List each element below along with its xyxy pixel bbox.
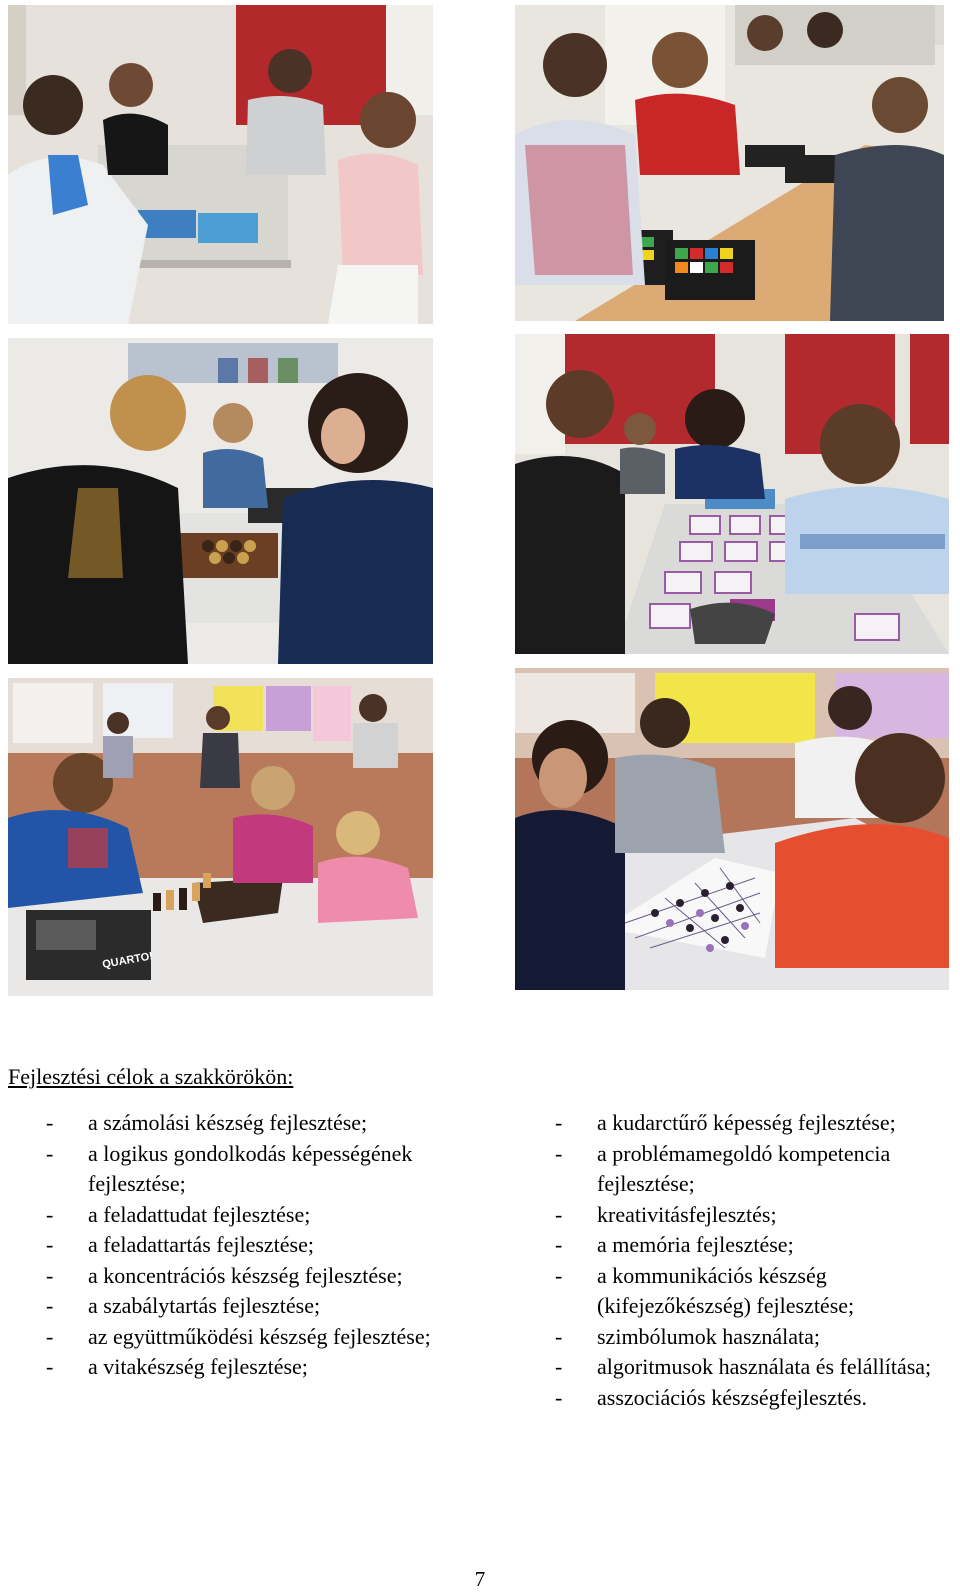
goal-text: a vitakészség fejlesztése; <box>88 1354 308 1379</box>
photo-line-board-game <box>515 668 949 990</box>
photo-quarto-game <box>8 678 433 996</box>
bullet-dash: - <box>46 1262 54 1288</box>
bullet-dash: - <box>555 1201 563 1227</box>
goals-list-right <box>555 1108 955 1413</box>
goal-item <box>46 1139 486 1200</box>
goal-item <box>555 1139 955 1200</box>
goal-item <box>555 1383 955 1414</box>
goal-text: szimbólumok használata; <box>597 1323 820 1349</box>
photo-boys-tile-puzzle <box>515 5 944 321</box>
goals-list-left <box>46 1108 486 1383</box>
bullet-dash: - <box>46 1323 54 1349</box>
bullet-dash: - <box>46 1110 54 1135</box>
bullet-dash: - <box>46 1140 54 1166</box>
bullet-dash: - <box>46 1354 54 1379</box>
photo-boy-teacher-board-game <box>8 338 433 664</box>
goal-text: a feladattartás fejlesztése; <box>88 1232 314 1257</box>
goal-text: a szabálytartás fejlesztése; <box>88 1293 321 1318</box>
page-number: 7 <box>474 1567 486 1591</box>
bullet-dash: - <box>46 1232 54 1257</box>
goal-item <box>555 1108 955 1139</box>
quarto-box-label: QUARTO! <box>101 950 154 971</box>
goal-item <box>46 1261 486 1292</box>
goal-item <box>46 1291 486 1322</box>
goal-text: kreativitásfejlesztés; <box>597 1201 777 1227</box>
goal-text: az együttműködési készség fejlesztése; <box>88 1323 431 1349</box>
goal-item <box>46 1108 486 1139</box>
goal-text: algoritmusok használata és felállítása; <box>597 1354 932 1379</box>
goal-item <box>46 1230 486 1261</box>
goal-item <box>555 1230 955 1261</box>
goal-item <box>555 1200 955 1231</box>
goal-text: a logikus gondolkodás képességének fejlesztése; <box>88 1140 413 1196</box>
section-heading: Fejlesztési célok a szakkörökön: <box>8 1064 294 1089</box>
bullet-dash: - <box>555 1354 563 1379</box>
goal-text: a koncentrációs készség fejlesztése; <box>88 1262 403 1288</box>
photo-children-card-game <box>8 5 433 324</box>
bullet-dash: - <box>555 1232 563 1257</box>
bullet-dash: - <box>555 1323 563 1349</box>
bullet-dash: - <box>555 1384 563 1410</box>
goal-item <box>46 1322 486 1353</box>
goal-text: a kommunikációs készség (kifejezőkészség) fejlesztése; <box>597 1262 855 1318</box>
bullet-dash: - <box>555 1262 563 1288</box>
goal-item <box>555 1322 955 1353</box>
bullet-dash: - <box>46 1293 54 1318</box>
goal-text: a kudarctűrő képesség fejlesztése; <box>597 1110 896 1135</box>
bullet-dash: - <box>46 1201 54 1227</box>
goal-item <box>46 1352 486 1383</box>
goal-item <box>555 1261 955 1322</box>
bullet-dash: - <box>555 1140 563 1166</box>
goal-item <box>46 1200 486 1231</box>
goal-item <box>555 1352 955 1383</box>
bullet-dash: - <box>555 1110 563 1135</box>
goal-text: a problémamegoldó kompetencia fejlesztése; <box>597 1140 891 1196</box>
goal-text: a feladattudat fejlesztése; <box>88 1201 311 1227</box>
photo-card-matching-game <box>515 334 949 654</box>
goal-text: a memória fejlesztése; <box>597 1232 794 1257</box>
goal-text: a számolási készség fejlesztése; <box>88 1110 368 1135</box>
goal-text: asszociációs készségfejlesztés. <box>597 1384 867 1410</box>
